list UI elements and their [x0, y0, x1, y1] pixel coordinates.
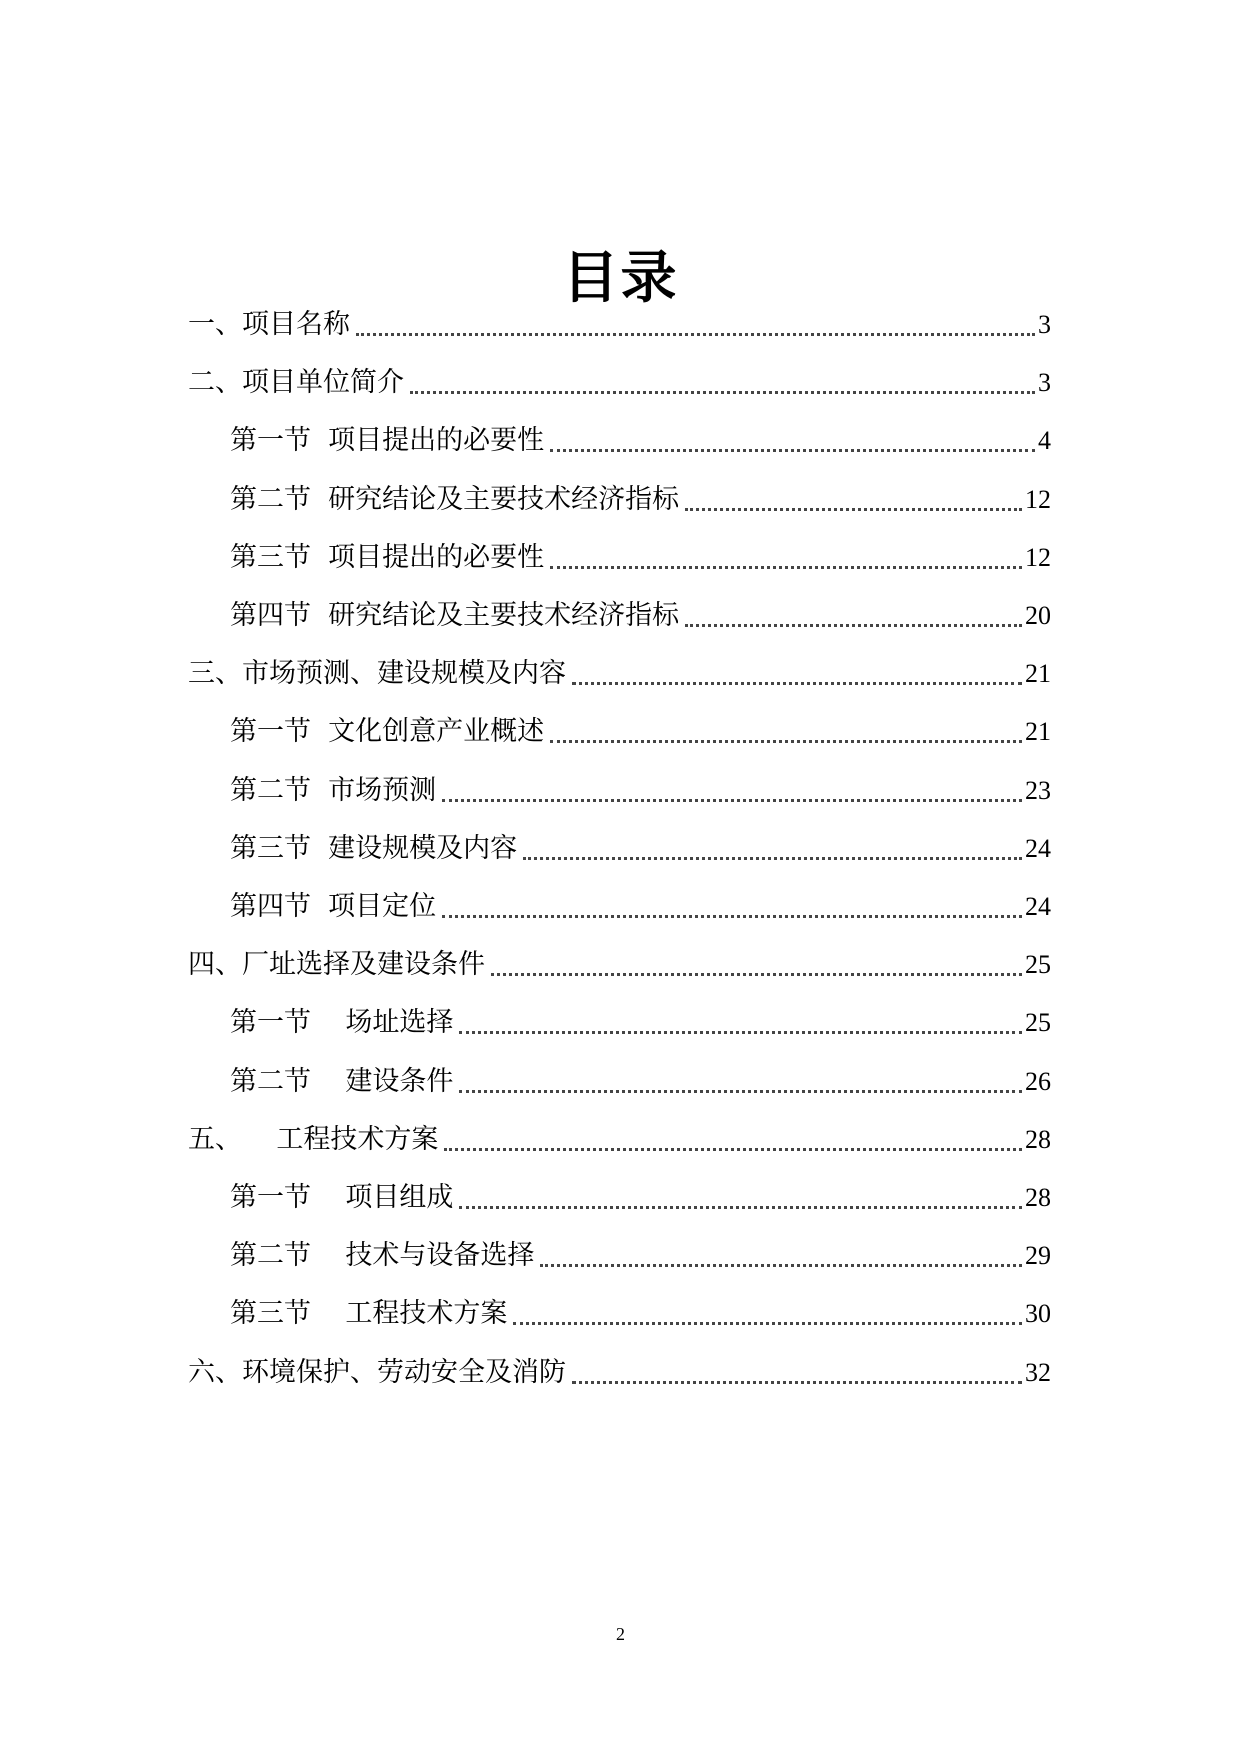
toc-entry-page-number: 28 — [1025, 1124, 1051, 1154]
toc-entry-page-number: 32 — [1025, 1357, 1051, 1387]
toc-entry-label: 三、市场预测、建设规模及内容 — [188, 658, 566, 690]
toc-entry-label: 第三节 建设规模及内容 — [230, 832, 518, 864]
toc-entry-page-number: 29 — [1025, 1241, 1051, 1271]
page-number: 2 — [616, 1624, 625, 1644]
toc-entry-page-number: 3 — [1038, 310, 1051, 339]
toc-entry[interactable] — [230, 771, 1051, 811]
toc-dot-leader — [550, 740, 1022, 743]
toc-entry[interactable] — [230, 887, 1051, 927]
toc-entry-label: 第四节 项目定位 — [230, 891, 437, 922]
toc-entry-label: 第一节 文化创意产业概述 — [230, 716, 545, 748]
toc-entry-label: 第二节 建设条件 — [230, 1065, 454, 1097]
toc-dot-leader — [513, 1322, 1022, 1325]
toc-entry[interactable] — [188, 654, 1051, 694]
toc-entry-label: 第一节 项目组成 — [230, 1182, 454, 1213]
toc-dot-leader — [356, 333, 1035, 336]
toc-entry[interactable] — [230, 1294, 1051, 1334]
toc-entry[interactable] — [188, 1120, 1051, 1160]
toc-entry-page-number: 28 — [1025, 1183, 1051, 1212]
toc-entry-page-number: 3 — [1038, 368, 1051, 398]
toc-entry-page-number: 30 — [1025, 1299, 1051, 1329]
toc-entry-label: 第二节 市场预测 — [230, 774, 437, 806]
toc-entry-page-number: 12 — [1025, 542, 1051, 572]
toc-entry-label: 第二节 研究结论及主要技术经济指标 — [230, 483, 680, 515]
toc-dot-leader — [572, 682, 1022, 685]
toc-dot-leader — [550, 449, 1035, 452]
toc-entry-label: 五、 工程技术方案 — [188, 1123, 439, 1155]
toc-entry-label: 第三节 项目提出的必要性 — [230, 541, 545, 573]
toc-entry[interactable] — [230, 1236, 1051, 1276]
toc-entry[interactable] — [230, 596, 1051, 636]
toc-entry[interactable] — [230, 421, 1051, 461]
toc-entry[interactable] — [230, 1003, 1051, 1043]
toc-entry-page-number: 20 — [1025, 601, 1051, 630]
toc-entry[interactable] — [188, 1353, 1051, 1393]
toc-dot-leader — [685, 508, 1022, 511]
toc-entry[interactable] — [188, 945, 1051, 985]
toc-entry-page-number: 26 — [1025, 1066, 1051, 1096]
toc-entry-page-number: 25 — [1025, 1008, 1051, 1038]
toc-entry-label: 一、项目名称 — [188, 309, 350, 340]
toc-entry-label: 第四节 研究结论及主要技术经济指标 — [230, 600, 680, 631]
toc-entry-label: 二、项目单位简介 — [188, 367, 404, 399]
toc-entry-page-number: 21 — [1025, 717, 1051, 747]
toc-entry-page-number: 21 — [1025, 659, 1051, 689]
toc-dot-leader — [410, 391, 1035, 394]
toc-entry[interactable] — [230, 1062, 1051, 1102]
toc-entry[interactable] — [230, 829, 1051, 869]
toc-entry[interactable] — [188, 305, 1051, 345]
toc-dot-leader — [523, 857, 1022, 860]
toc-entry[interactable] — [230, 1178, 1051, 1218]
toc-dot-leader — [550, 566, 1022, 569]
toc-entry-page-number: 12 — [1025, 484, 1051, 514]
toc-entry-page-number: 24 — [1025, 892, 1051, 921]
toc-entry-label: 四、厂址选择及建设条件 — [188, 949, 485, 981]
toc-entry-page-number: 24 — [1025, 833, 1051, 863]
toc-entry-label: 第三节 工程技术方案 — [230, 1298, 508, 1330]
toc-entry-label: 第一节 场址选择 — [230, 1007, 454, 1039]
toc-entry-label: 六、环境保护、劳动安全及消防 — [188, 1356, 566, 1388]
toc-entry-page-number: 25 — [1025, 950, 1051, 980]
toc-dot-leader — [442, 799, 1022, 802]
toc-entry-page-number: 23 — [1025, 775, 1051, 805]
toc-dot-leader — [459, 1031, 1022, 1034]
toc-dot-leader — [540, 1264, 1022, 1267]
toc-entry[interactable] — [230, 480, 1051, 520]
toc-dot-leader — [459, 1206, 1022, 1209]
toc-dot-leader — [442, 915, 1022, 918]
toc-entry[interactable] — [230, 712, 1051, 752]
toc-dot-leader — [491, 973, 1022, 976]
toc-entry-page-number: 4 — [1038, 426, 1051, 456]
toc-title: 目录 — [562, 246, 679, 311]
toc-dot-leader — [572, 1381, 1022, 1384]
toc-entry[interactable] — [230, 538, 1051, 578]
toc-entry-label: 第二节 技术与设备选择 — [230, 1240, 535, 1272]
toc-dot-leader — [459, 1090, 1022, 1093]
toc-dot-leader — [685, 624, 1022, 627]
toc-dot-leader — [444, 1148, 1022, 1151]
toc-entry[interactable] — [188, 363, 1051, 403]
toc-entry-label: 第一节 项目提出的必要性 — [230, 425, 545, 457]
